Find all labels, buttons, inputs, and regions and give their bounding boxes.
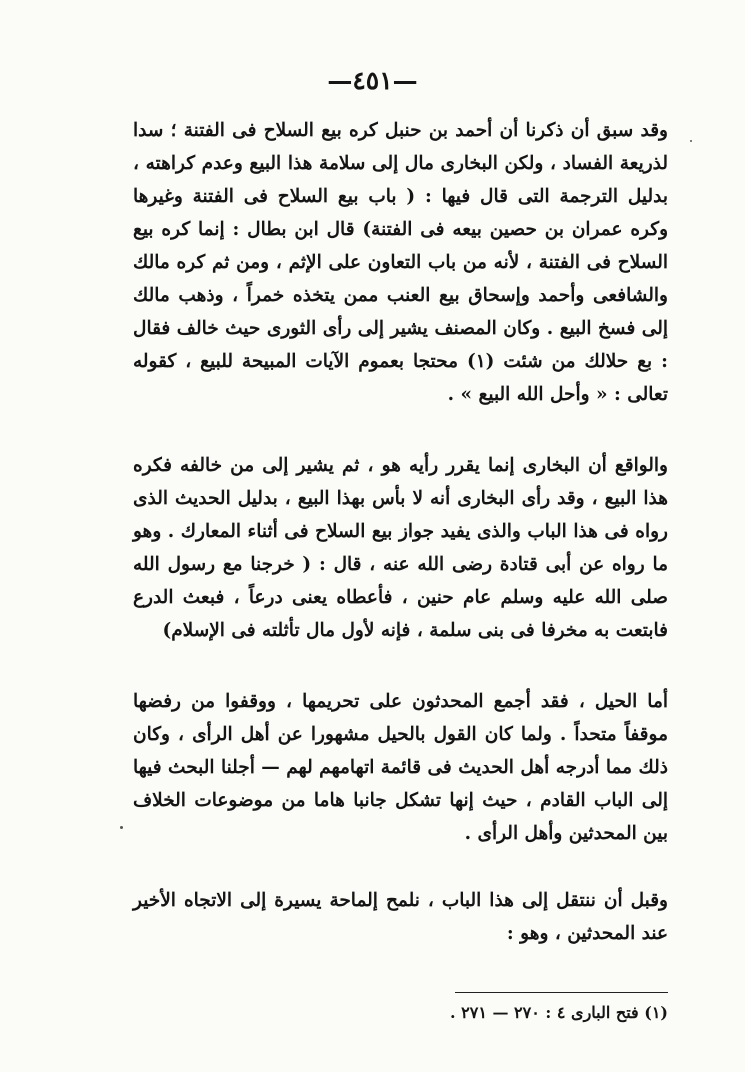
footnote-separator (455, 992, 668, 993)
paragraph-3: أما الحيل ، فقد أجمع المحدثون على تحريمها ، ووقفوا من رفضها موقفاً متحداً . ولما كان القول بالحيل مشهورا عن أهل الرأى ، وكان ذلك مما أدرجه أهل الحديث فى قائمة اتهامهم لهم — أجلنا البحث فيها إلى الباب القادم ، حيث إنها تشكل جانبا هاما من موضوعات الخلاف بين المحدثين وأهل الرأى . (133, 691, 668, 844)
page-number: —٤٥١— (327, 66, 418, 95)
paragraph-1: وقد سبق أن ذكرنا أن أحمد بن حنبل كره بيع السلاح فى الفتنة ؛ سدا لذريعة الفساد ، ولكن البخارى مال إلى سلامة هذا البيع وعدم كراهته ، بدليل الترجمة التى قال فيها : ( باب بيع السلاح فى الفتنة وغيرها وكره عمران بن حصين بيعه فى الفتنة) قال ابن بطال : إنما كره بيع السلاح فى الفتنة ، لأنه من باب التعاون على الإثم ، ومن ثم كره مالك والشافعى وأحمد وإسحاق بيع العنب ممن يتخذه خمراً ، وذهب مالك إلى فسخ البيع . وكان المصنف يشير إلى رأى الثورى حيث خالف فقال : بع حلالك من شئت (١) محتجا بعموم الآيات المبيحة للبيع ، كقوله تعالى : « وأحل الله البيع » . (133, 120, 668, 405)
scan-speck (120, 826, 123, 829)
scan-speck (690, 140, 692, 142)
paragraph-2: والواقع أن البخارى إنما يقرر رأيه هو ، ثم يشير إلى من خالفه فكره هذا البيع ، وقد رأى البخارى أنه لا بأس بهذا البيع ، بدليل الحديث الذى رواه فى هذا الباب والذى يفيد جواز بيع السلاح فى أثناء المعارك . وهو ما رواه عن أبى قتادة رضى الله عنه ، قال : ( خرجنا مع رسول الله صلى الله عليه وسلم عام حنين ، فأعطاه يعنى درعاً ، فبعث الدرع فابتعت به مخرفا فى بنى سلمة ، فإنه لأول مال تأثلته فى الإسلام) (133, 455, 668, 641)
main-text (133, 114, 668, 950)
footnote: (١) فتح البارى ٤ : ٢٧٠ — ٢٧١ . (449, 1003, 668, 1022)
paragraph-4: وقبل أن ننتقل إلى هذا الباب ، نلمح إلماحة يسيرة إلى الاتجاه الأخير عند المحدثين ، وهو : (133, 890, 668, 944)
